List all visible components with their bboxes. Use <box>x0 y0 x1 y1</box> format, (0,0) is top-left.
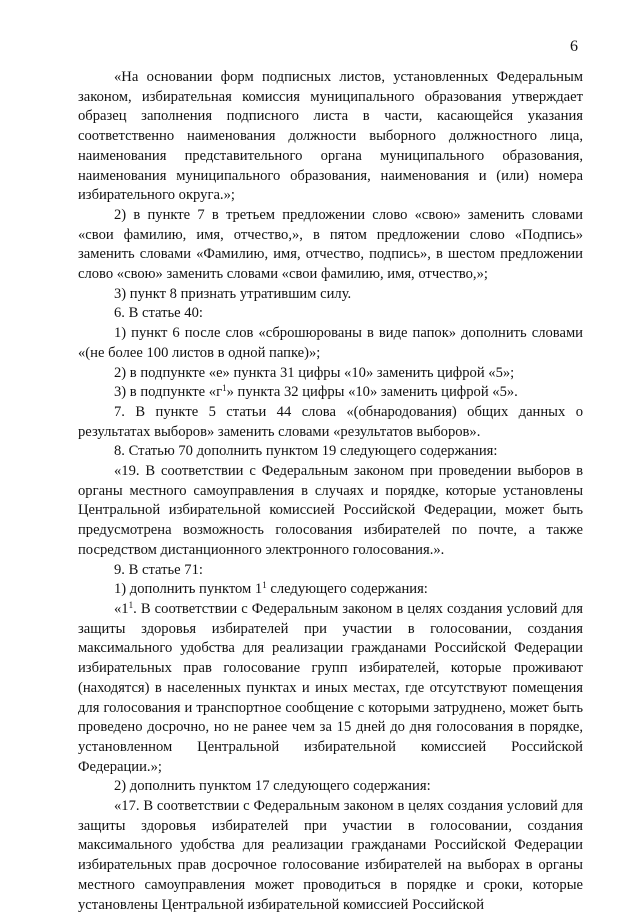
paragraph-item-8-repeal: 3) пункт 8 признать утратившим силу. <box>114 285 352 302</box>
text-segment: «1 <box>114 600 129 617</box>
text-segment: 3) в подпункте «г <box>114 384 223 401</box>
superscript: 1 <box>262 580 267 591</box>
paragraph-article-40-item-1: 1) пункт 6 после слов «сброшюрованы в виде папок» дополнить словами «(не более 100 листов в одной папке)»; <box>78 325 583 361</box>
paragraph-signature-form-quote: «На основании форм подписных листов, установленных Федеральным законом, избирательная комиссия муниципального образования утверждает образец заполнения подписного листа в части, касающейся указания соответственно наименования должности выборного должностного лица, наименования представительного органа муниципального образования, наименования муниципального образования, наименования и (или) номера избирательного округа.»; <box>78 69 583 204</box>
paragraph-article-40-item-3 <box>78 383 583 403</box>
paragraph-item-7-amendment: 2) в пункте 7 в третьем предложении слово «свою» заменить словами «свои фамилию, имя, отчество,», в пятом предложении слово «Подпись» заменить словами «Фамилию, имя, отчество, подпись», в шестом предложении слово «свою» заменить словами «свои фамилию, имя, отчество,»; <box>78 206 583 283</box>
superscript: 1 <box>222 383 227 394</box>
superscript: 1 <box>128 599 134 610</box>
paragraph-point-17-quote: «17. В соответствии с Федеральным законом в целях создания условий для защиты здоровья избирателей при участии в голосовании, создания максимального удобства для реализации гражданами Российской Федерации избирательных прав досрочное голосование избирателей на выборах в органы местного самоуправления может проводиться в порядке и сроки, которые установлены Центральной избирательной комиссией Российской <box>78 798 583 913</box>
paragraph-article-70-heading: 8. Статью 70 дополнить пунктом 19 следующего содержания: <box>114 443 498 460</box>
paragraph-article-71-item-1 <box>78 580 583 600</box>
paragraph-article-44-amendment: 7. В пункте 5 статьи 44 слова «(обнародования) общих данных о результатах выборов» заменить словами «результатов выборов». <box>78 403 583 440</box>
paragraph-article-71-heading: 9. В статье 71: <box>114 561 203 578</box>
paragraph-article-70-item-19: «19. В соответствии с Федеральным законом при проведении выборов в органы местного самоуправления в случаях и порядке, которые установлены Центральной избирательной комиссией Российской Федерации, может быть предусмотрена возможность голосования избирателей по почте, а также посредством дистанционного электронного голосования.». <box>78 463 583 558</box>
page-number: 6 <box>570 38 578 55</box>
text-segment: . В соответствии с Федеральным законом в целях создания условий для защиты здоровья избирателей при участии в голосовании, создания максимального удобства для реализации гражданами Российской Федерации избирательных прав голосование групп избирателей, которые проживают (находятся) в населенных пунктах и иных местах, где отсутствуют помещения для голосования и транспортное сообщение с которыми затруднено, может быть проведено досрочно, но не ранее чем за 15 дней до дня голосования в порядке, установленном Центральной избирательной комиссией Российской Федерации.»; <box>78 600 583 775</box>
document-body <box>78 68 583 915</box>
paragraph-article-40-heading: 6. В статье 40: <box>114 305 203 322</box>
text-segment: следующего содержания: <box>266 581 428 598</box>
text-segment: » пункта 32 цифры «10» заменить цифрой «5». <box>226 384 518 401</box>
paragraph-point-1-1-quote <box>78 600 583 777</box>
paragraph-article-40-item-2: 2) в подпункте «е» пункта 31 цифры «10» заменить цифрой «5»; <box>114 364 515 381</box>
paragraph-article-71-item-2: 2) дополнить пунктом 17 следующего содержания: <box>114 778 431 795</box>
text-segment: 1) дополнить пунктом 1 <box>114 581 263 598</box>
